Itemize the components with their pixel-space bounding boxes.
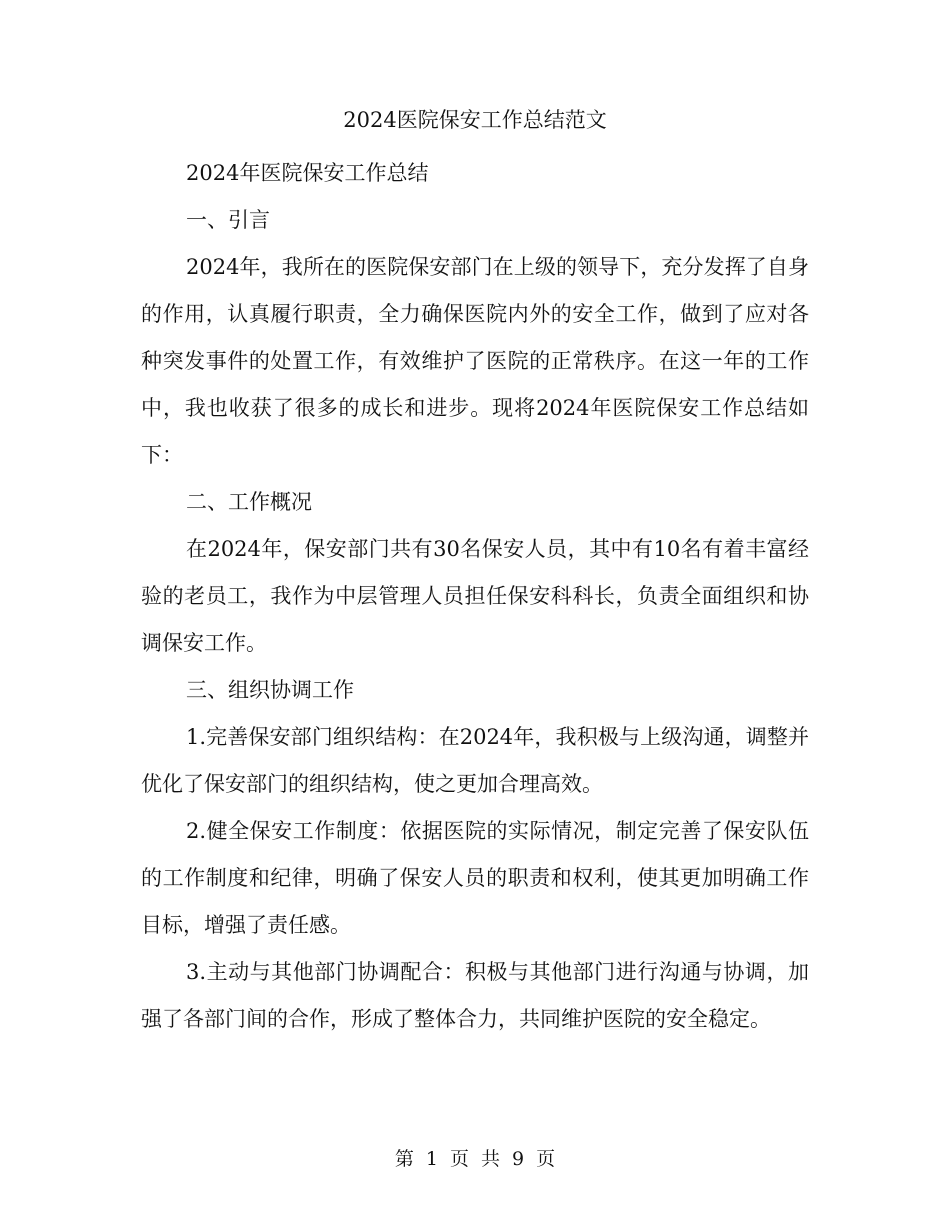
document-body xyxy=(141,150,809,1043)
list-item-paragraph: 2.健全保安工作制度：依据医院的实际情况，制定完善了保安队伍的工作制度和纪律，明确了保安人员的职责和权利，使其更加明确工作目标，增强了责任感。 xyxy=(141,819,809,937)
list-item-paragraph: 3.主动与其他部门协调配合：积极与其他部门进行沟通与协调，加强了各部门间的合作，形成了整体合力，共同维护医院的安全稳定。 xyxy=(141,960,809,1031)
section-heading-overview: 二、工作概况 xyxy=(186,490,312,514)
subtitle-paragraph: 2024年医院保安工作总结 xyxy=(186,161,429,185)
list-item-paragraph: 1.完善保安部门组织结构：在2024年，我积极与上级沟通，调整并优化了保安部门的组织结构，使之更加合理高效。 xyxy=(141,725,809,796)
section-heading-intro: 一、引言 xyxy=(186,208,270,232)
document-title: 2024医院保安工作总结范文 xyxy=(343,108,607,132)
section-heading-coordination: 三、组织协调工作 xyxy=(186,678,354,702)
page-footer: 第 1 页 共 9 页 xyxy=(394,1148,556,1170)
body-paragraph: 2024年，我所在的医院保安部门在上级的领导下，充分发挥了自身的作用，认真履行职责，全力确保医院内外的安全工作，做到了应对各种突发事件的处置工作，有效维护了医院的正常秩序。在这一年的工作中，我也收获了很多的成长和进步。现将2024年医院保安工作总结如下： xyxy=(141,255,809,467)
body-paragraph: 在2024年，保安部门共有30名保安人员，其中有10名有着丰富经验的老员工，我作为中层管理人员担任保安科科长，负责全面组织和协调保安工作。 xyxy=(141,537,809,655)
